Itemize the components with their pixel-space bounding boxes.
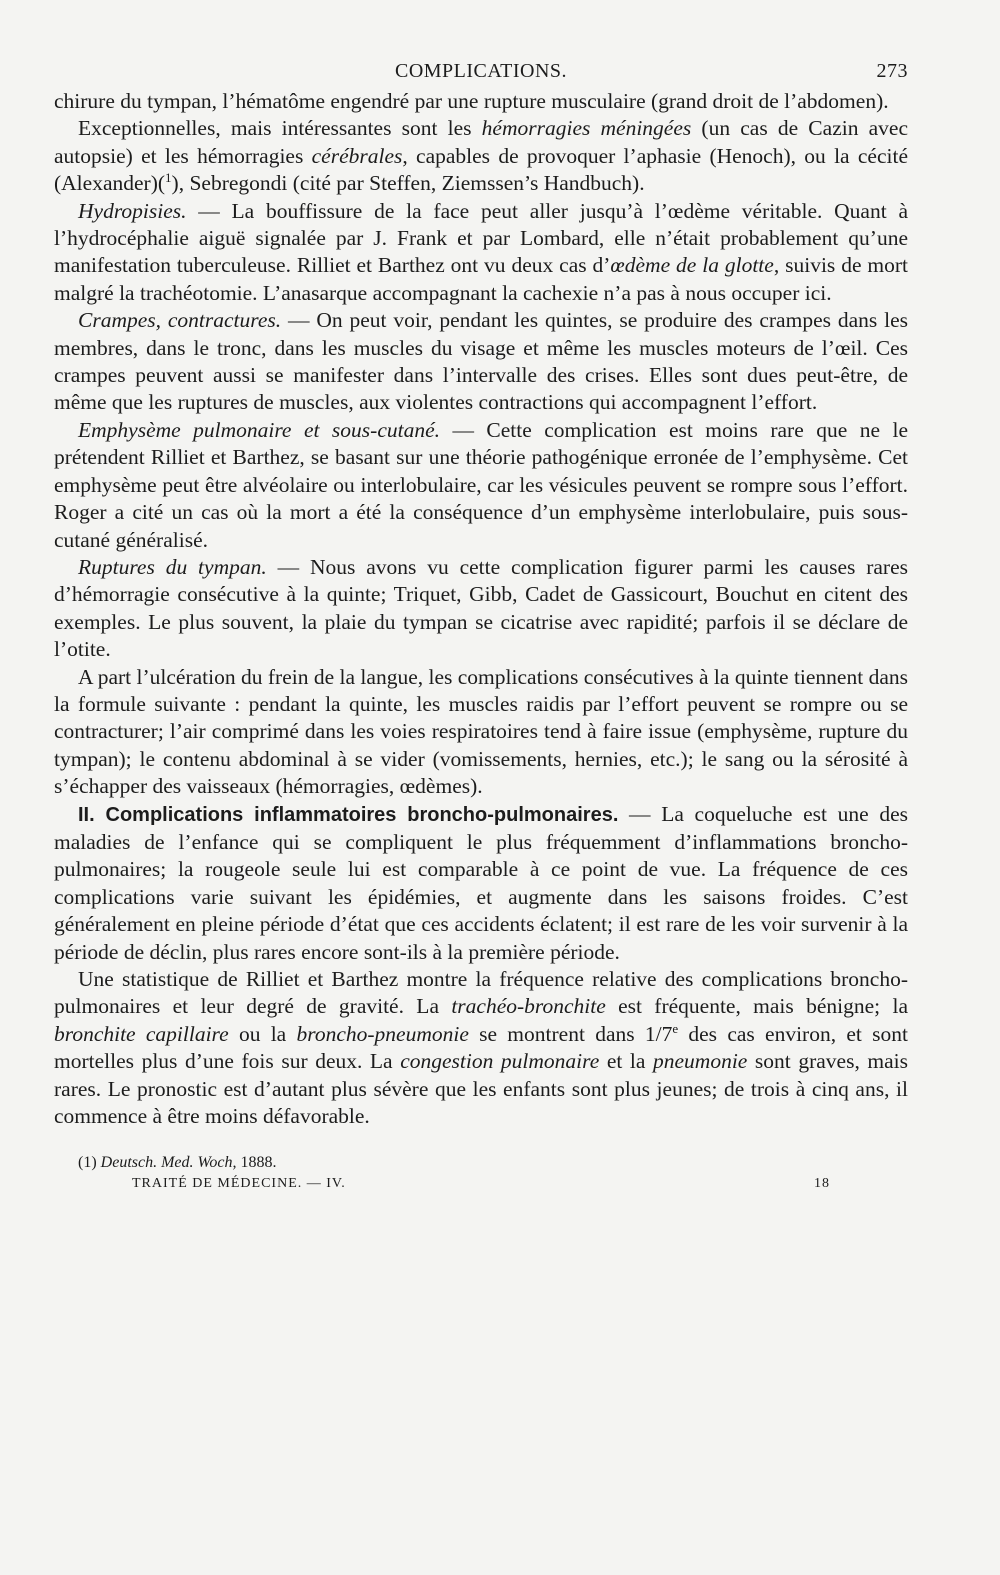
p9-k: pneumonie: [653, 1049, 748, 1074]
footnote-year: 1888.: [236, 1154, 277, 1172]
p9-b: trachéo-bronchite: [451, 994, 606, 1019]
p2-a: Exceptionnelles, mais intéressantes sont les: [78, 116, 482, 141]
paragraph-hemorragies: [54, 115, 908, 197]
footnote-mark: (1): [78, 1154, 97, 1172]
p4-head: Crampes, contractures.: [78, 308, 282, 333]
footer-volume: TRAITÉ DE MÉDECINE. — IV.: [132, 1176, 346, 1192]
paragraph-crampes: [54, 307, 908, 417]
footnote-source: Deutsch. Med. Woch,: [100, 1154, 237, 1172]
p3-text2: , suivis de mort malgré la trachéotomie. L’anasarque accompagnant la cachexie n’a pas à nous occuper ici.: [54, 253, 908, 305]
p7-text: A part l’ulcération du frein de la langue, les complications consécutives à la quinte tiennent dans la formule suivante : pendant la quinte, les muscles raidis par l’effort peuvent se rompre ou se contracturer; l’air comprimé dans les voies respiratoires tend à faire issue (emphysème, rupture du tympan); le contenu abdominal à se vider (vomissements, hernies, etc.); le sang ou la sérosité à s’échapper des vaisseaux (hémorragies, œdèmes).: [54, 664, 908, 799]
p9-sup: e: [672, 1020, 679, 1036]
p9-d: bronchite capillaire: [54, 1021, 229, 1046]
p3-head: Hydropisies.: [78, 198, 187, 223]
paragraph-hydropisies: [54, 198, 908, 308]
section-heading: II. Complications inflammatoires broncho-pulmonaires.: [78, 803, 619, 826]
p6-text: — Nous avons vu cette complication figurer parmi les causes rares d’hémorragie consécutive à la quinte; Triquet, Gibb, Cadet de Gassicourt, Bouchut en citent des exemples. Le plus souvent, la plaie du tympan se cicatrise avec rapidité; parfois il se déclare de l’otite.: [54, 554, 908, 662]
p9-f: broncho-pneumonie: [296, 1021, 469, 1046]
p2-f: ), Sebregondi (cité par Steffen, Ziemssen’s Handbuch).: [171, 171, 645, 196]
p8-text: — La coqueluche est une des maladies de l’enfance qui se compliquent le plus fréquemment d’inflammations broncho-pulmonaires; la rougeole seule lui est comparable à ce point de vue. La fréquence de ces complications varie suivant les épidémies, et augmente dans les saisons froides. C’est généralement en pleine période d’état que ces accidents éclatent; il est rare de les voir survenir à la période de déclin, plus rares encore sont-ils à la première période.: [54, 801, 909, 964]
body-text: [54, 88, 908, 1130]
paragraph-complications-inflammatoires: [54, 801, 908, 966]
paragraph-emphyseme: [54, 417, 908, 554]
paragraph-ruptures: [54, 554, 908, 664]
p5-head: Emphysème pulmonaire et sous-cutané.: [78, 417, 440, 442]
p5-text: — Cette complication est moins rare que ne le prétendent Rilliet et Barthez, se basant sur une théorie pathogénique erronée de l’emphysème. Cet emphysème peut être alvéolaire ou interlobulaire, car les vésicules peuvent se rompre sous l’effort. Roger a cité un cas où la mort a été la conséquence d’un emphysème interlobulaire, puis sous-cutané généralisé.: [54, 417, 908, 552]
p9-c: est fréquente, mais bénigne; la: [605, 994, 908, 1019]
p2-c: (un cas de Cazin avec autopsie) et les hémorragies: [54, 116, 908, 168]
p1-text: chirure du tympan, l’hématôme engendré par une rupture musculaire (grand droit de l’abdomen).: [54, 89, 889, 113]
paragraph-formule: [54, 664, 908, 801]
p9-j: et la: [599, 1049, 653, 1074]
p9-g: se montrent dans 1/7: [468, 1021, 673, 1046]
document-page: [54, 60, 908, 1200]
p3-it: œdème de la glotte: [610, 253, 774, 278]
paragraph-continuation: [54, 88, 908, 115]
footer-signature: 18: [814, 1176, 830, 1192]
p4-text: — On peut voir, pendant les quintes, se produire des crampes dans les membres, dans le tronc, dans les muscles du visage et même les muscles moteurs de l’œil. Ces crampes peuvent aussi se manifester dans l’intervalle des crises. Elles sont dues peut-être, de même que les ruptures de muscles, aux violentes contractions qui accompagnent l’effort.: [54, 308, 908, 415]
footnote-ref: 1: [165, 170, 172, 186]
p9-i: congestion pulmonaire: [400, 1049, 600, 1074]
running-title: COMPLICATIONS.: [394, 60, 568, 82]
paragraph-statistique: [54, 966, 908, 1130]
p3-text: — La bouffissure de la face peut aller jusqu’à l’œdème véritable. Quant à l’hydrocéphalie aiguë signalée par J. Frank et par Lombard, elle n’était probablement qu’une manifestation tuberculeuse. Rilliet et Barthez ont vu deux cas d’: [54, 198, 908, 278]
p9-h: des cas environ, et sont mortelles plus d’une fois sur deux. La: [54, 1021, 908, 1074]
page-number: 273: [876, 60, 908, 82]
p2-b: hémorragies méningées: [481, 116, 692, 141]
p2-d: cérébrales: [311, 143, 403, 168]
p9-a: Une statistique de Rilliet et Barthez montre la fréquence relative des complications broncho-pulmonaires et leur degré de gravité. La: [54, 967, 908, 1019]
p9-l: sont graves, mais rares. Le pronostic est d’autant plus sévère que les enfants sont plus jeunes; de trois à cinq ans, il commence à être moins défavorable.: [54, 1049, 908, 1129]
p9-e: ou la: [228, 1021, 297, 1046]
running-head: [54, 60, 908, 88]
p2-e: , capables de provoquer l’aphasie (Henoch), ou la cécité (Alexander)(: [54, 143, 908, 196]
page-footer: [54, 1176, 908, 1200]
p6-head: Ruptures du tympan.: [78, 554, 267, 579]
footnote: [54, 1154, 908, 1172]
